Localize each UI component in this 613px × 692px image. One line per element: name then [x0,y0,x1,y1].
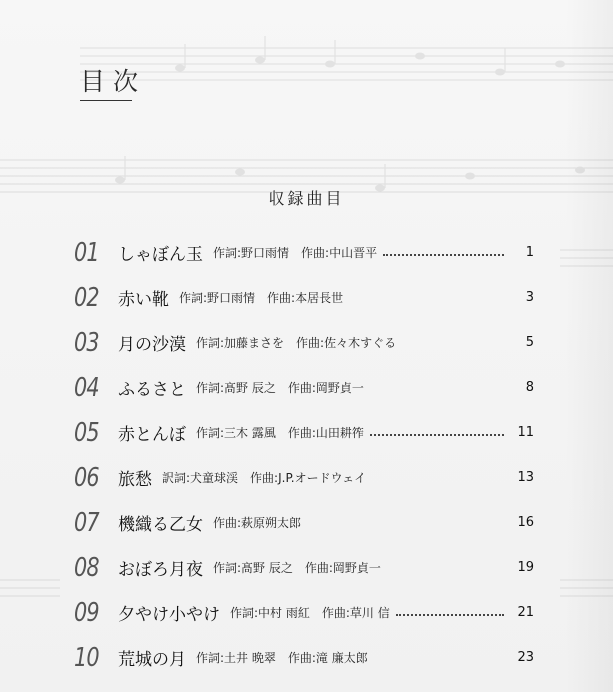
page-number: 11 [517,425,534,440]
track-number: 06 [74,462,99,493]
page-number: 5 [525,335,534,350]
song-title: 月の沙漠 [118,335,186,355]
song-title: 機織る乙女 [118,515,203,535]
table-of-contents [74,230,534,680]
page-number: 13 [517,470,534,485]
song-credits: 作詞:髙野 辰之 作曲:岡野貞一 [196,381,364,395]
song-title: 赤い靴 [118,290,169,310]
page-number: 19 [517,560,534,575]
song-credits: 作詞:野口雨情 作曲:本居長世 [179,291,344,305]
track-number: 08 [74,552,99,583]
track-number: 09 [74,597,99,628]
song-title: 旅愁 [118,470,152,490]
dot-leader [402,344,504,345]
page-number: 1 [525,245,534,260]
dot-leader [370,433,504,436]
song-title: おぼろ月夜 [118,560,203,580]
toc-row[interactable] [74,365,534,410]
title-underline [80,100,132,101]
page-number: 23 [517,650,534,665]
track-number: 04 [74,372,99,403]
track-number: 07 [74,507,99,538]
song-credits: 作詞:土井 晩翠 作曲:滝 廉太郎 [196,651,368,665]
page-title: 目次 [80,67,147,96]
dot-leader [370,389,504,390]
track-number: 03 [74,327,99,358]
dot-leader [372,479,504,480]
song-credits: 訳詞:犬童球渓 作曲:J.P.オードウェイ [162,471,367,485]
page-edge-shadow [565,0,613,692]
track-number: 01 [74,237,99,268]
dot-leader [374,659,504,660]
page-number: 16 [517,515,534,530]
page-number: 8 [525,380,534,395]
song-credits: 作詞:三木 露風 作曲:山田耕筰 [196,426,364,440]
dot-leader [396,613,504,616]
section-heading: 収録曲目 [268,189,345,208]
page-number: 3 [525,290,534,305]
toc-row[interactable] [74,275,534,320]
song-credits: 作詞:中村 雨紅 作曲:草川 信 [230,606,390,620]
toc-row[interactable] [74,590,534,635]
toc-row[interactable] [74,545,534,590]
song-credits: 作曲:萩原朔太郎 [213,516,302,530]
dot-leader [307,524,504,525]
song-title: しゃぼん玉 [118,245,203,265]
dot-leader [349,299,504,300]
song-title: 赤とんぼ [118,425,186,445]
song-credits: 作詞:野口雨情 作曲:中山晋平 [213,246,378,260]
song-credits: 作詞:加藤まさを 作曲:佐々木すぐる [196,336,397,350]
song-title: ふるさと [118,380,186,400]
dot-leader [383,253,504,256]
page-number: 21 [517,605,534,620]
track-number: 10 [74,642,99,673]
dot-leader [387,569,504,570]
toc-row[interactable] [74,230,534,275]
song-credits: 作詞:髙野 辰之 作曲:岡野貞一 [213,561,381,575]
toc-row[interactable] [74,410,534,455]
toc-row[interactable] [74,500,534,545]
toc-row[interactable] [74,455,534,500]
track-number: 05 [74,417,99,448]
track-number: 02 [74,282,99,313]
toc-row[interactable] [74,635,534,680]
song-title: 夕やけ小やけ [118,605,220,625]
song-title: 荒城の月 [118,650,186,670]
toc-row[interactable] [74,320,534,365]
